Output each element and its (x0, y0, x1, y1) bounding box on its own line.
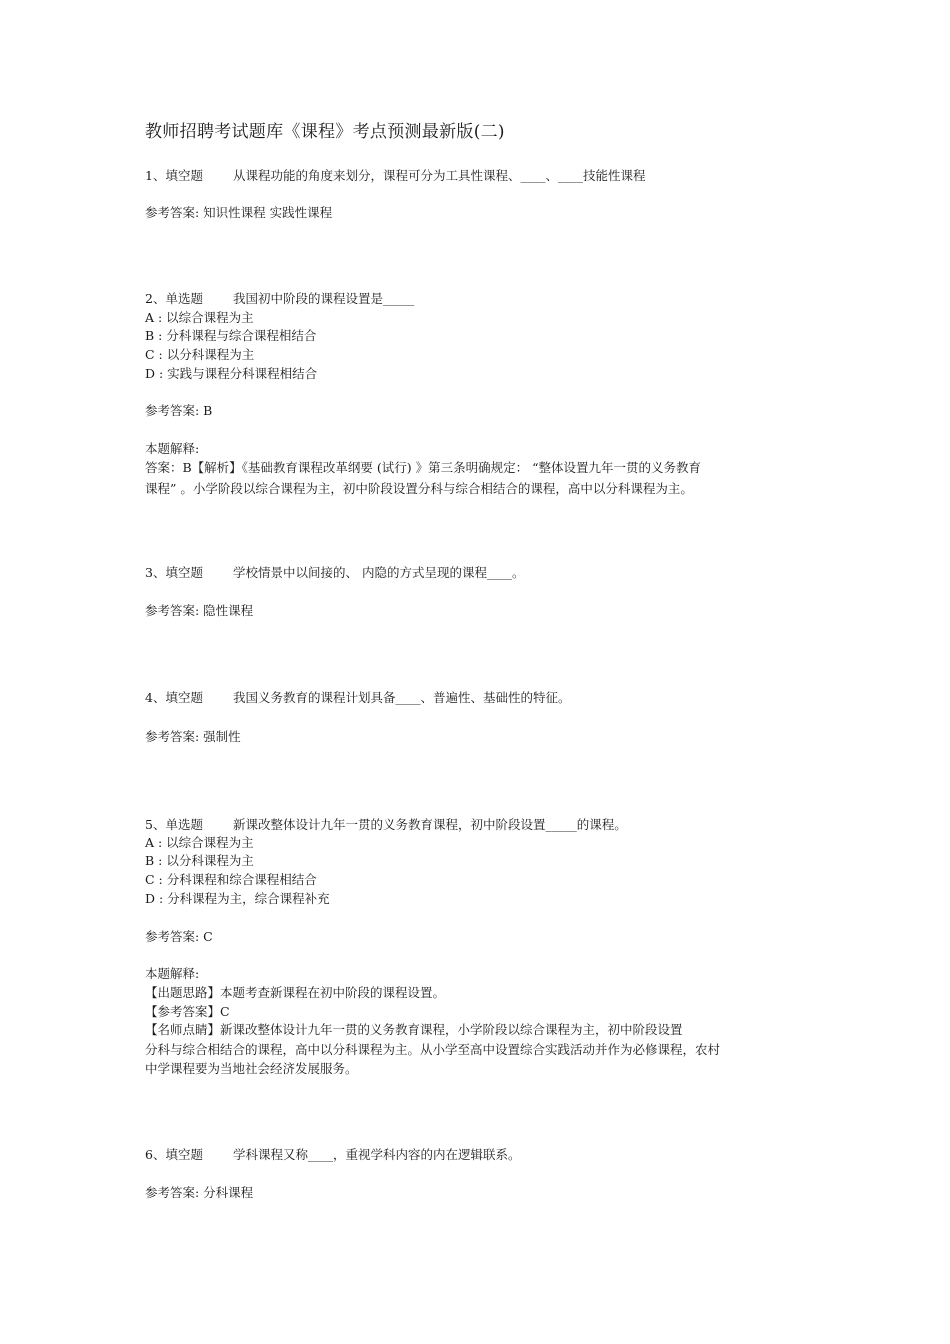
question-2-header (145, 290, 414, 308)
question-stem: 我国初中阶段的课程设置是_____ (232, 291, 415, 306)
question-stem: 我国义务教育的课程计划具备____、普遍性、基础性的特征。 (232, 690, 571, 705)
option-a: A : 以综合课程为主 (145, 835, 254, 850)
question-number: 3、 (145, 565, 166, 580)
question-1-answer: 参考答案: 知识性课程 实践性课程 (145, 205, 333, 220)
explanation-line: 【参考答案】C (145, 1004, 230, 1019)
question-type: 填空题 (165, 168, 203, 183)
option-a: A : 以综合课程为主 (145, 310, 254, 325)
question-3-answer: 参考答案: 隐性课程 (145, 603, 254, 618)
question-5-header (145, 816, 627, 834)
explanation-line: 答案：B【解析】《基础教育课程改革纲要 (试行) 》第三条明确规定： “整体设置九年一贯的义务教育 (145, 460, 702, 475)
option-c: C : 分科课程和综合课程相结合 (145, 872, 317, 887)
question-4-answer: 参考答案: 强制性 (145, 729, 241, 744)
option-b: B : 分科课程与综合课程相结合 (145, 328, 317, 343)
question-type: 填空题 (165, 1147, 203, 1162)
explanation-line: 【名师点睛】新课改整体设计九年一贯的义务教育课程，小学阶段以综合课程为主，初中阶段设置 (145, 1022, 683, 1037)
option-c: C : 以分科课程为主 (145, 347, 255, 362)
question-type: 单选题 (165, 817, 203, 832)
question-6-answer: 参考答案: 分科课程 (145, 1185, 254, 1200)
question-3-header (145, 564, 524, 582)
question-2-answer: 参考答案: B (145, 403, 213, 418)
question-stem: 学科课程又称____，重视学科内容的内在逻辑联系。 (232, 1147, 521, 1162)
question-number: 5、 (145, 817, 166, 832)
question-number: 2、 (145, 291, 166, 306)
question-5-answer: 参考答案: C (145, 929, 213, 944)
question-number: 1、 (145, 168, 166, 183)
option-d: D : 实践与课程分科课程相结合 (145, 366, 318, 381)
explanation-line: 【出题思路】本题考查新课程在初中阶段的课程设置。 (145, 985, 446, 1000)
question-6-header (145, 1146, 520, 1164)
explanation-label: 本题解释: (145, 966, 200, 981)
explanation-line: 课程” 。小学阶段以综合课程为主，初中阶段设置分科与综合相结合的课程，高中以分科课程为主。 (145, 481, 693, 496)
option-b: B : 以分科课程为主 (145, 853, 254, 868)
option-d: D : 分科课程为主，综合课程补充 (145, 891, 330, 906)
explanation-line: 分科与综合相结合的课程，高中以分科课程为主。从小学至高中设置综合实践活动并作为必修课程，农村 (145, 1042, 721, 1057)
question-number: 6、 (145, 1147, 166, 1162)
question-type: 单选题 (165, 291, 203, 306)
question-number: 4、 (145, 690, 166, 705)
question-stem: 从课程功能的角度来划分，课程可分为工具性课程、____、____技能性课程 (232, 168, 646, 183)
question-1-header (145, 167, 645, 185)
question-stem: 学校情景中以间接的、 内隐的方式呈现的课程____。 (232, 565, 525, 580)
question-4-header (145, 689, 570, 707)
question-type: 填空题 (165, 565, 203, 580)
question-type: 填空题 (165, 690, 203, 705)
document-title: 教师招聘考试题库《课程》考点预测最新版(二) (145, 122, 505, 142)
explanation-label: 本题解释: (145, 441, 200, 456)
explanation-line: 中学课程要为当地社会经济发展服务。 (145, 1061, 358, 1076)
question-stem: 新课改整体设计九年一贯的义务教育课程，初中阶段设置_____的课程。 (232, 817, 627, 832)
